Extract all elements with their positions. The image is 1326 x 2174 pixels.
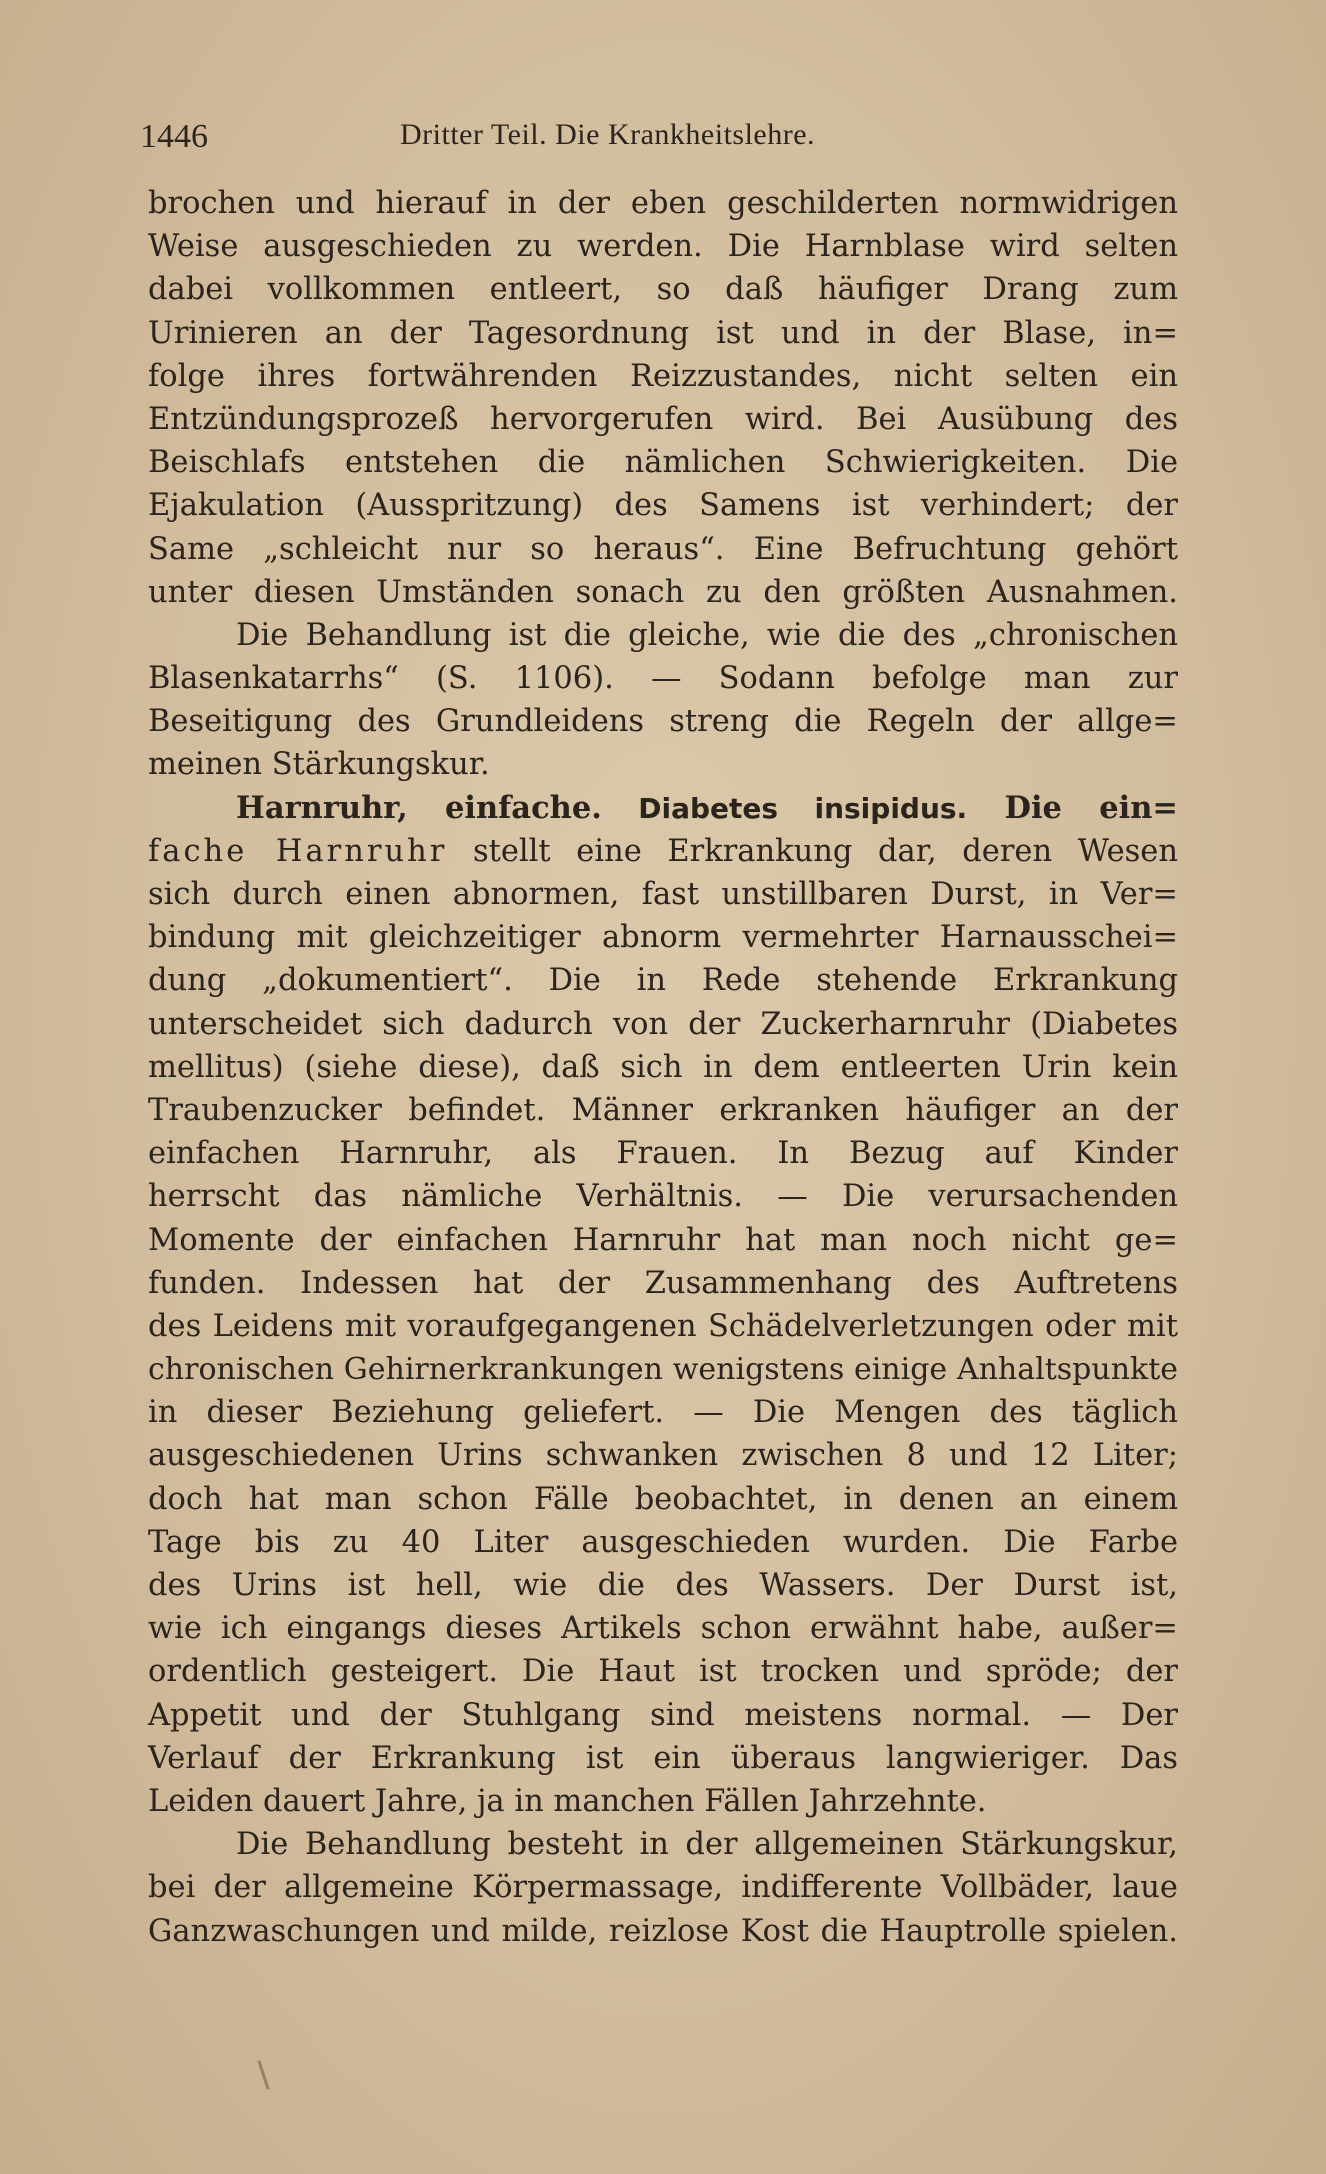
text-line: Traubenzucker befindet. Männer erkranken häufiger an der — [148, 1092, 1178, 1128]
text-line: ordentlich gesteigert. Die Haut ist trocken und spröde; der — [148, 1654, 1178, 1690]
page-header — [140, 110, 1180, 166]
text-line: Blasenkatarrhs“ (S. 1106). — Sodann befolge man zur — [148, 661, 1178, 697]
text-line: wie ich eingangs dieses Artikels schon erwähnt habe, außer= — [148, 1611, 1178, 1647]
text-line: Die Behandlung besteht in der allgemeinen Stärkungskur, — [236, 1827, 1178, 1863]
text-line: Die Behandlung ist die gleiche, wie die des „chronischen — [236, 617, 1178, 653]
text-line: dung „dokumentiert“. Die in Rede stehende Erkrankung — [148, 963, 1178, 999]
text-line: Verlauf der Erkrankung ist ein überaus langwieriger. Das — [148, 1740, 1178, 1776]
text-line: einfachen Harnruhr, als Frauen. In Bezug auf Kinder — [148, 1136, 1178, 1172]
latin-term: Diabetes insipidus. — [638, 791, 968, 825]
text-line — [148, 787, 1178, 830]
spaced-term: fache Harnruhr — [148, 833, 448, 869]
text-line: Tage bis zu 40 Liter ausgeschieden wurden. Die Farbe — [148, 1524, 1178, 1560]
text-line: Entzündungsprozeß hervorgerufen wird. Bei Ausübung des — [148, 401, 1178, 437]
running-head: Dritter Teil. Die Krankheitslehre. — [400, 118, 816, 151]
text-line: Leiden dauert Jahre, ja in manchen Fällen Jahrzehnte. — [148, 1783, 987, 1819]
text-line: Appetit und der Stuhlgang sind meistens normal. — Der — [148, 1697, 1178, 1733]
text-line: Same „schleicht nur so heraus“. Eine Befruchtung gehört — [148, 531, 1178, 567]
page-number: 1446 — [140, 118, 208, 155]
paper-mark — [257, 2060, 269, 2089]
text-line: Ganzwaschungen und milde, reizlose Kost die Hauptrolle spielen. — [148, 1913, 1178, 1949]
text-line: des Leidens mit voraufgegangenen Schädelverletzungen oder mit — [148, 1308, 1178, 1344]
text-line: herrscht das nämliche Verhältnis. — Die verursachenden — [148, 1179, 1178, 1215]
text-line: unterscheidet sich dadurch von der Zuckerharnruhr (Diabetes — [148, 1006, 1178, 1042]
text-line: mellitus) (siehe diese), daß sich in dem entleerten Urin kein — [148, 1049, 1178, 1085]
section-heading: Harnruhr, einfache. — [236, 789, 602, 826]
text-line: bei der allgemeine Körpermassage, indifferente Vollbäder, laue — [148, 1870, 1178, 1906]
text-line: bindung mit gleichzeitiger abnorm vermehrter Harnausschei= — [148, 920, 1178, 956]
text-line: meinen Stärkungskur. — [148, 747, 490, 783]
text-line: Beischlafs entstehen die nämlichen Schwierigkeiten. Die — [148, 445, 1178, 481]
text-line: des Urins ist hell, wie die des Wassers. Der Durst ist, — [148, 1568, 1178, 1603]
text-line: Beseitigung des Grundleidens streng die Regeln der allge= — [148, 704, 1178, 740]
text-line: Ejakulation (Ausspritzung) des Samens ist verhindert; der — [148, 488, 1178, 524]
text-line: folge ihres fortwährenden Reizzustandes, nicht selten ein — [148, 358, 1178, 394]
text-run: stellt eine Erkrankung dar, deren Wesen — [447, 833, 1178, 869]
text-line: ausgeschiedenen Urins schwanken zwischen 8 und 12 Liter; — [148, 1438, 1178, 1474]
text-line: brochen und hierauf in der eben geschilderten normwidrigen — [148, 186, 1178, 221]
text-line: Weise ausgeschieden zu werden. Die Harnblase wird selten — [148, 229, 1178, 265]
text-line: dabei vollkommen entleert, so daß häufiger Drang zum — [148, 272, 1178, 308]
text-line: sich durch einen abnormen, fast unstillbaren Durst, in Ver= — [148, 877, 1178, 912]
text-line: doch hat man schon Fälle beobachtet, in denen an einem — [148, 1481, 1178, 1517]
text-line: Urinieren an der Tagesordnung ist und in der Blase, in= — [148, 315, 1178, 351]
text-line: Momente der einfachen Harnruhr hat man noch nicht ge= — [148, 1222, 1178, 1258]
text-run — [602, 791, 638, 826]
body-text — [148, 182, 1178, 1953]
text-line — [148, 830, 1178, 873]
text-line: unter diesen Umständen sonach zu den größten Ausnahmen. — [148, 574, 1178, 610]
text-line: chronischen Gehirnerkrankungen wenigstens einige Anhaltspunkte — [148, 1352, 1178, 1388]
section-heading: Die ein= — [967, 789, 1178, 826]
text-line: funden. Indessen hat der Zusammenhang des Auftretens — [148, 1265, 1178, 1301]
text-line: in dieser Beziehung geliefert. — Die Mengen des täglich — [148, 1395, 1178, 1431]
